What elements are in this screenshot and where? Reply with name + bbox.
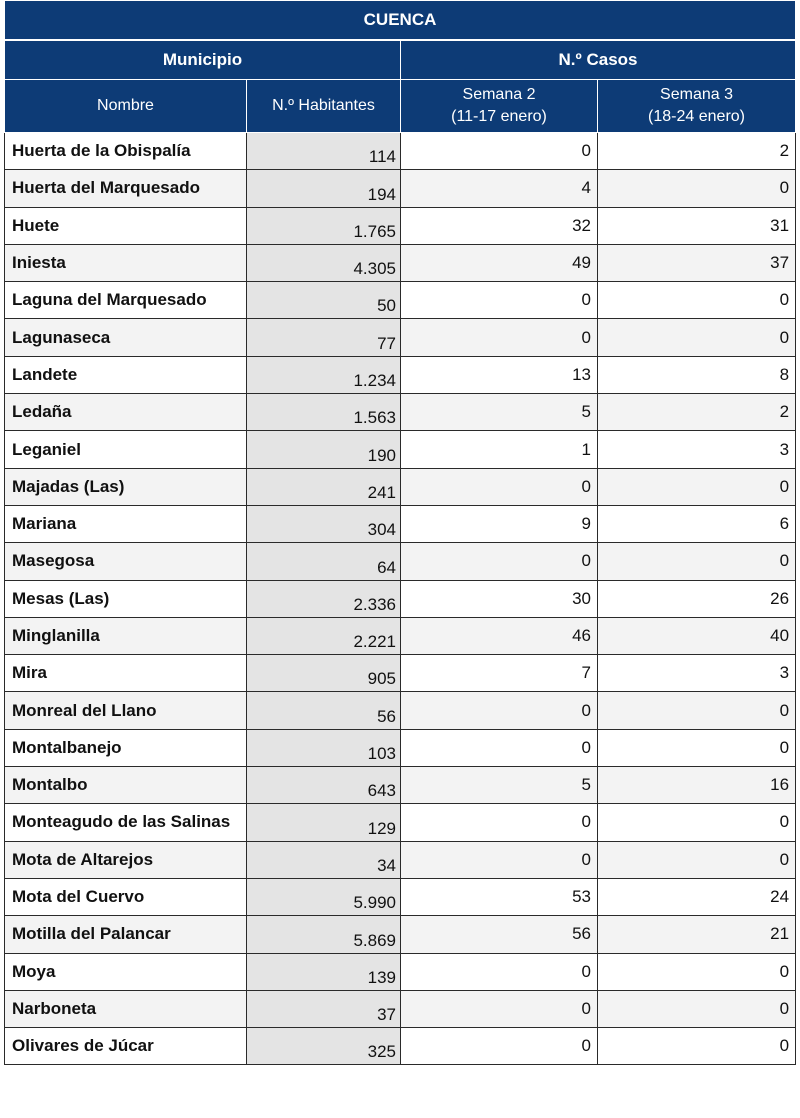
semana3-cases-cell: 0 [598, 990, 796, 1027]
table-row [5, 356, 796, 393]
habitantes-cell: 643 [247, 767, 401, 804]
municipio-name-cell: Huerta del Marquesado [5, 170, 247, 207]
semana3-cases-cell: 21 [598, 916, 796, 953]
semana2-dates: (11-17 enero) [451, 108, 547, 125]
table-row [5, 729, 796, 766]
semana2-cases-cell: 0 [401, 1028, 598, 1065]
semana2-cases-cell: 0 [401, 953, 598, 990]
semana3-cases-cell: 2 [598, 133, 796, 170]
municipio-name-cell: Lagunaseca [5, 319, 247, 356]
habitantes-cell: 139 [247, 953, 401, 990]
semana2-cases-cell: 0 [401, 133, 598, 170]
table-row [5, 505, 796, 542]
semana2-cases-cell: 0 [401, 990, 598, 1027]
municipio-name-cell: Mariana [5, 505, 247, 542]
municipio-name-cell: Mota del Cuervo [5, 878, 247, 915]
semana3-cases-cell: 0 [598, 282, 796, 319]
municipio-group-header: Municipio [5, 40, 401, 80]
habitantes-cell: 114 [247, 133, 401, 170]
municipio-name-cell: Iniesta [5, 244, 247, 281]
semana3-cases-cell: 0 [598, 1028, 796, 1065]
table-row [5, 692, 796, 729]
semana2-cases-cell: 7 [401, 655, 598, 692]
table-row [5, 617, 796, 654]
table-body [5, 133, 796, 1065]
semana2-cases-cell: 0 [401, 468, 598, 505]
municipio-name-cell: Montalbanejo [5, 729, 247, 766]
semana3-cases-cell: 37 [598, 244, 796, 281]
habitantes-cell: 103 [247, 729, 401, 766]
semana3-cases-cell: 26 [598, 580, 796, 617]
municipio-name-cell: Mota de Altarejos [5, 841, 247, 878]
semana3-cases-cell: 0 [598, 319, 796, 356]
semana3-cases-cell: 16 [598, 767, 796, 804]
semana2-cases-cell: 5 [401, 394, 598, 431]
habitantes-column-header: N.º Habitantes [247, 80, 401, 133]
habitantes-cell: 56 [247, 692, 401, 729]
semana2-cases-cell: 49 [401, 244, 598, 281]
semana3-dates: (18-24 enero) [648, 108, 745, 125]
semana2-cases-cell: 5 [401, 767, 598, 804]
municipio-name-cell: Mesas (Las) [5, 580, 247, 617]
semana3-label: Semana 3 [660, 86, 733, 103]
municipio-name-cell: Huerta de la Obispalía [5, 133, 247, 170]
table-row [5, 953, 796, 990]
habitantes-cell: 50 [247, 282, 401, 319]
semana2-cases-cell: 0 [401, 841, 598, 878]
semana2-cases-cell: 53 [401, 878, 598, 915]
table-row [5, 431, 796, 468]
table-row [5, 767, 796, 804]
semana2-cases-cell: 0 [401, 729, 598, 766]
habitantes-cell: 5.990 [247, 878, 401, 915]
semana3-cases-cell: 31 [598, 207, 796, 244]
table-row [5, 282, 796, 319]
habitantes-cell: 1.563 [247, 394, 401, 431]
table-row [5, 1028, 796, 1065]
semana3-cases-cell: 3 [598, 655, 796, 692]
semana3-cases-cell: 0 [598, 543, 796, 580]
table-row [5, 804, 796, 841]
table-row [5, 133, 796, 170]
habitantes-cell: 2.221 [247, 617, 401, 654]
semana2-column-header [401, 80, 598, 133]
semana3-cases-cell: 24 [598, 878, 796, 915]
habitantes-cell: 304 [247, 505, 401, 542]
table-row [5, 841, 796, 878]
table-row [5, 916, 796, 953]
semana3-cases-cell: 0 [598, 468, 796, 505]
municipio-name-cell: Masegosa [5, 543, 247, 580]
table-title: CUENCA [5, 1, 796, 41]
table-row [5, 990, 796, 1027]
table-row [5, 244, 796, 281]
table-row [5, 580, 796, 617]
semana2-cases-cell: 32 [401, 207, 598, 244]
semana2-cases-cell: 46 [401, 617, 598, 654]
municipio-name-cell: Narboneta [5, 990, 247, 1027]
casos-group-header: N.º Casos [401, 40, 796, 80]
table-row [5, 655, 796, 692]
table-row [5, 319, 796, 356]
semana3-column-header [598, 80, 796, 133]
municipio-name-cell: Olivares de Júcar [5, 1028, 247, 1065]
semana3-cases-cell: 8 [598, 356, 796, 393]
semana2-cases-cell: 30 [401, 580, 598, 617]
semana3-cases-cell: 2 [598, 394, 796, 431]
semana3-cases-cell: 40 [598, 617, 796, 654]
cases-table [4, 0, 796, 1065]
habitantes-cell: 77 [247, 319, 401, 356]
municipio-name-cell: Monteagudo de las Salinas [5, 804, 247, 841]
nombre-column-header: Nombre [5, 80, 247, 133]
habitantes-cell: 190 [247, 431, 401, 468]
semana2-cases-cell: 0 [401, 804, 598, 841]
semana3-cases-cell: 0 [598, 692, 796, 729]
habitantes-cell: 129 [247, 804, 401, 841]
semana2-cases-cell: 0 [401, 282, 598, 319]
habitantes-cell: 64 [247, 543, 401, 580]
semana2-cases-cell: 0 [401, 543, 598, 580]
municipio-name-cell: Minglanilla [5, 617, 247, 654]
semana2-cases-cell: 0 [401, 319, 598, 356]
table-row [5, 394, 796, 431]
habitantes-cell: 5.869 [247, 916, 401, 953]
table-header [5, 1, 796, 133]
table-row [5, 170, 796, 207]
municipio-name-cell: Leganiel [5, 431, 247, 468]
semana3-cases-cell: 6 [598, 505, 796, 542]
municipio-name-cell: Laguna del Marquesado [5, 282, 247, 319]
semana2-cases-cell: 13 [401, 356, 598, 393]
municipio-name-cell: Moya [5, 953, 247, 990]
habitantes-cell: 1.234 [247, 356, 401, 393]
semana3-cases-cell: 0 [598, 953, 796, 990]
municipio-name-cell: Landete [5, 356, 247, 393]
table-row [5, 207, 796, 244]
municipio-name-cell: Ledaña [5, 394, 247, 431]
habitantes-cell: 34 [247, 841, 401, 878]
semana2-cases-cell: 9 [401, 505, 598, 542]
semana3-cases-cell: 0 [598, 170, 796, 207]
semana2-cases-cell: 0 [401, 692, 598, 729]
municipio-name-cell: Motilla del Palancar [5, 916, 247, 953]
semana3-cases-cell: 0 [598, 841, 796, 878]
table-row [5, 878, 796, 915]
semana3-cases-cell: 0 [598, 729, 796, 766]
municipio-name-cell: Majadas (Las) [5, 468, 247, 505]
habitantes-cell: 4.305 [247, 244, 401, 281]
semana2-cases-cell: 4 [401, 170, 598, 207]
habitantes-cell: 241 [247, 468, 401, 505]
municipio-name-cell: Huete [5, 207, 247, 244]
municipio-name-cell: Montalbo [5, 767, 247, 804]
habitantes-cell: 194 [247, 170, 401, 207]
semana2-label: Semana 2 [462, 86, 536, 103]
municipio-name-cell: Mira [5, 655, 247, 692]
habitantes-cell: 2.336 [247, 580, 401, 617]
semana2-cases-cell: 56 [401, 916, 598, 953]
semana3-cases-cell: 3 [598, 431, 796, 468]
table-row [5, 468, 796, 505]
table-row [5, 543, 796, 580]
habitantes-cell: 1.765 [247, 207, 401, 244]
semana2-cases-cell: 1 [401, 431, 598, 468]
municipio-name-cell: Monreal del Llano [5, 692, 247, 729]
habitantes-cell: 905 [247, 655, 401, 692]
habitantes-cell: 37 [247, 990, 401, 1027]
habitantes-cell: 325 [247, 1028, 401, 1065]
semana3-cases-cell: 0 [598, 804, 796, 841]
